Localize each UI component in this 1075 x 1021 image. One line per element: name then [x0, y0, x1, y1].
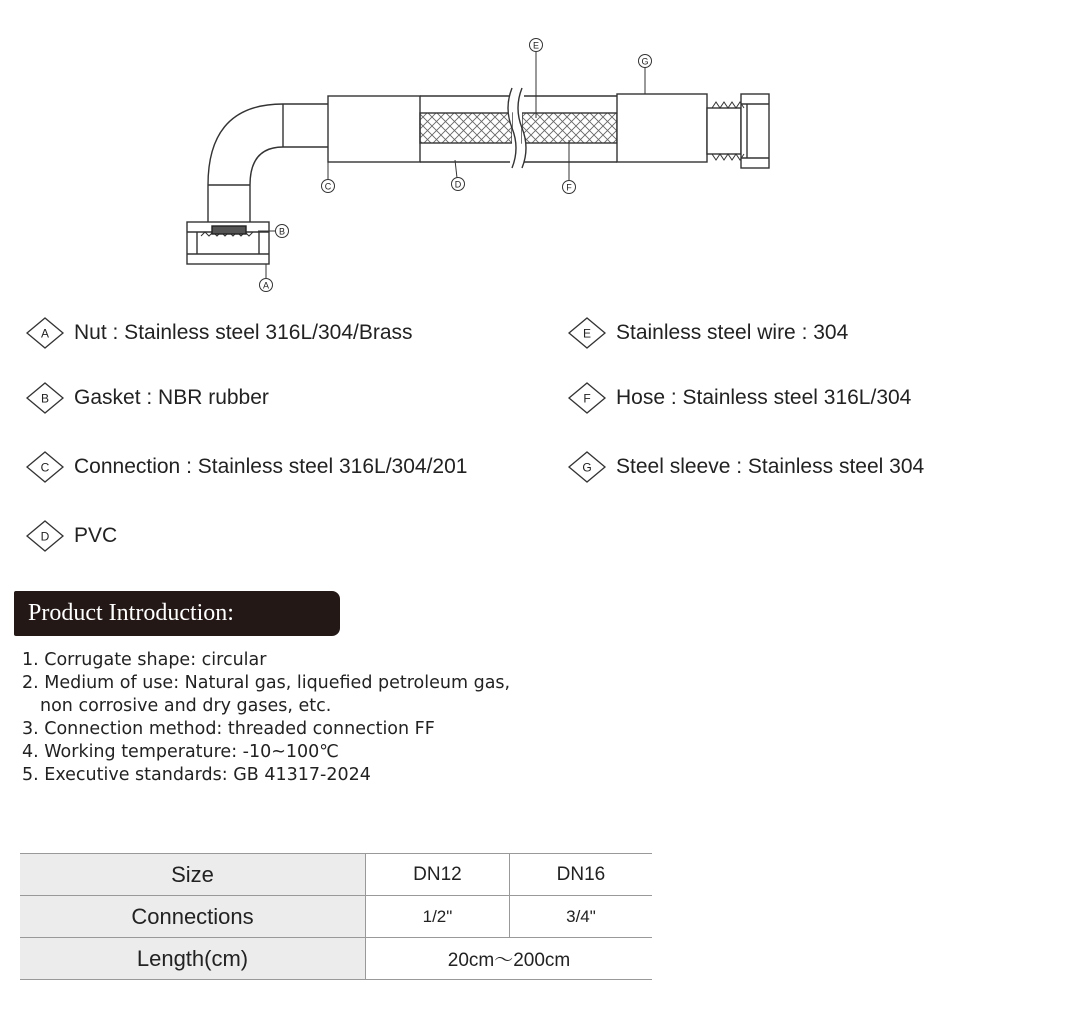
- svg-text:F: F: [566, 182, 572, 193]
- table-row: [20, 854, 652, 896]
- svg-text:B: B: [278, 226, 286, 237]
- intro-line: 1. Corrugate shape: circular: [22, 650, 267, 670]
- specs-table: [20, 853, 652, 980]
- legend-item-f: [566, 380, 911, 416]
- diamond-icon: [566, 380, 608, 416]
- svg-text:B: B: [40, 391, 50, 406]
- legend-text: PVC: [74, 524, 118, 547]
- table-row: [20, 896, 652, 938]
- hose-diagram: [0, 0, 1075, 300]
- length-label: Length(cm): [20, 938, 366, 980]
- length-value: 20cm～200cm: [366, 938, 653, 980]
- diamond-icon: [566, 449, 608, 485]
- diamond-icon: [24, 380, 66, 416]
- svg-text:G: G: [582, 460, 592, 475]
- intro-line: 5. Executive standards: GB 41317-2024: [22, 765, 371, 785]
- svg-text:A: A: [40, 326, 50, 341]
- diamond-icon: [566, 315, 608, 351]
- elbow-fitting: [208, 104, 328, 222]
- callout-c: [322, 180, 335, 193]
- legend-text: Connection : Stainless steel 316L/304/201: [74, 455, 468, 478]
- legend-text: Nut : Stainless steel 316L/304/Brass: [74, 321, 413, 344]
- callout-f: [563, 181, 576, 194]
- nut-right: [707, 94, 769, 168]
- legend-item-b: [24, 380, 269, 416]
- table-row: [20, 938, 652, 980]
- size-label: Size: [20, 854, 366, 896]
- intro-line: non corrosive and dry gases, etc.: [40, 696, 332, 716]
- svg-text:C: C: [40, 460, 50, 475]
- legend-item-c: [24, 449, 467, 485]
- intro-line: 3. Connection method: threaded connection FF: [22, 719, 435, 739]
- intro-list: [22, 649, 510, 787]
- svg-text:F: F: [583, 391, 591, 406]
- connection-dn12: 1/2": [366, 896, 510, 938]
- sleeve-c: [328, 96, 420, 162]
- gasket-b: [212, 226, 246, 234]
- svg-text:D: D: [454, 179, 462, 190]
- callout-b: [276, 225, 289, 238]
- callout-d: [452, 178, 465, 191]
- legend-item-g: [566, 449, 924, 485]
- svg-text:G: G: [641, 56, 649, 67]
- legend-item-a: [24, 315, 413, 351]
- svg-text:E: E: [532, 40, 540, 51]
- intro-title: Product Introduction:: [14, 591, 340, 636]
- connections-label: Connections: [20, 896, 366, 938]
- legend-text: Steel sleeve : Stainless steel 304: [616, 455, 925, 478]
- svg-text:C: C: [324, 181, 332, 192]
- legend-text: Gasket : NBR rubber: [74, 386, 269, 409]
- legend-text: Stainless steel wire : 304: [616, 321, 849, 344]
- hose-body: [420, 88, 617, 168]
- callout-a: [260, 279, 273, 292]
- legend-item-d: [24, 518, 117, 554]
- connection-dn16: 3/4": [509, 896, 652, 938]
- size-dn12: DN12: [366, 854, 510, 896]
- intro-line: 4. Working temperature: -10~100℃: [22, 742, 339, 762]
- callout-g: [639, 55, 652, 68]
- size-dn16: DN16: [509, 854, 652, 896]
- diamond-icon: [24, 315, 66, 351]
- svg-text:E: E: [582, 326, 592, 341]
- svg-text:D: D: [40, 529, 50, 544]
- callout-e: [530, 39, 543, 52]
- legend-item-e: [566, 315, 848, 351]
- legend-text: Hose : Stainless steel 316L/304: [616, 386, 912, 409]
- svg-text:A: A: [262, 280, 270, 291]
- diamond-icon: [24, 449, 66, 485]
- leader-lines: [258, 52, 645, 278]
- intro-line: 2. Medium of use: Natural gas, liquefied petroleum gas,: [22, 673, 511, 693]
- diamond-icon: [24, 518, 66, 554]
- sleeve-g: [617, 94, 707, 162]
